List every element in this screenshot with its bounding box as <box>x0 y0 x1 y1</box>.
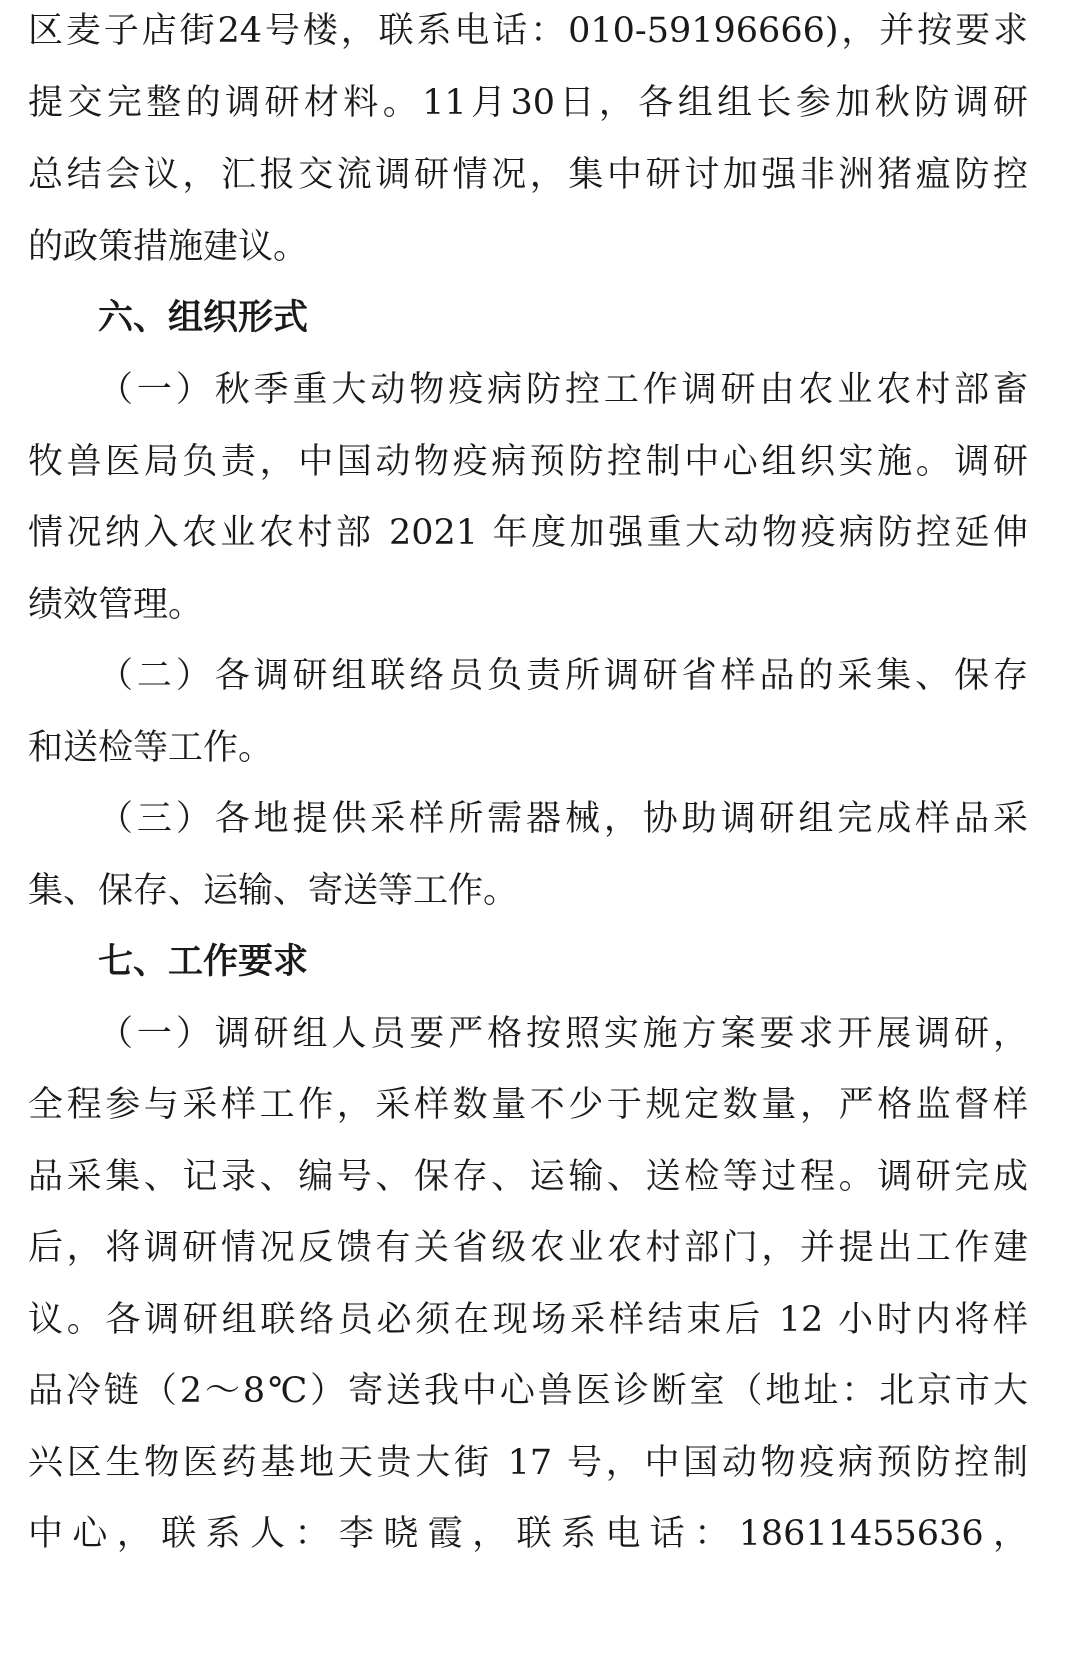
text-line-submit-materials: 提交完整的调研材料。11月30日，各组组长参加秋防调研 <box>28 83 1028 123</box>
text-line-item-3-start: （三）各地提供采样所需器械，协助调研组完成样品采 <box>98 799 1028 839</box>
text-line-item-1-cont-2: 情况纳入农业农村部 2021 年度加强重大动物疫病防控延伸 <box>28 513 1028 553</box>
text-line-contact-address: 区麦子店街24号楼，联系电话：010-59196666)，并按要求 <box>28 11 1028 51</box>
text-line-req-1-cont-2: 品采集、记录、编号、保存、运输、送检等过程。调研完成 <box>28 1157 1028 1197</box>
text-line-item-1-start: （一）秋季重大动物疫病防控工作调研由农业农村部畜 <box>98 370 1028 410</box>
section-heading-work-requirements: 七、工作要求 <box>98 942 309 982</box>
text-line-req-1-cont-6: 兴区生物医药基地天贵大街 17 号，中国动物疫病预防控制 <box>28 1443 1028 1483</box>
text-line-policy-suggestions: 的政策措施建议。 <box>28 227 309 267</box>
text-line-req-1-cont-5: 品冷链（2～8℃）寄送我中心兽医诊断室（地址：北京市大 <box>28 1371 1028 1411</box>
text-line-req-1-cont-1: 全程参与采样工作，采样数量不少于规定数量，严格监督样 <box>28 1085 1028 1125</box>
text-line-req-1-cont-7: 中心，联系人：李晓霞，联系电话：18611455636， <box>28 1514 1028 1554</box>
text-line-summary-meeting: 总结会议，汇报交流调研情况，集中研讨加强非洲猪瘟防控 <box>28 155 1028 195</box>
section-heading-organization-form: 六、组织形式 <box>98 298 309 338</box>
text-line-req-1-start: （一）调研组人员要严格按照实施方案要求开展调研， <box>98 1014 1028 1054</box>
text-line-item-2-end: 和送检等工作。 <box>28 728 274 768</box>
text-line-item-2-start: （二）各调研组联络员负责所调研省样品的采集、保存 <box>98 656 1028 696</box>
text-line-req-1-cont-3: 后，将调研情况反馈有关省级农业农村部门，并提出工作建 <box>28 1228 1028 1268</box>
text-line-item-1-end: 绩效管理。 <box>28 585 204 625</box>
text-line-req-1-cont-4: 议。各调研组联络员必须在现场采样结束后 12 小时内将样 <box>28 1300 1028 1340</box>
text-line-item-1-cont-1: 牧兽医局负责，中国动物疫病预防控制中心组织实施。调研 <box>28 442 1028 482</box>
text-line-item-3-end: 集、保存、运输、寄送等工作。 <box>28 871 519 911</box>
